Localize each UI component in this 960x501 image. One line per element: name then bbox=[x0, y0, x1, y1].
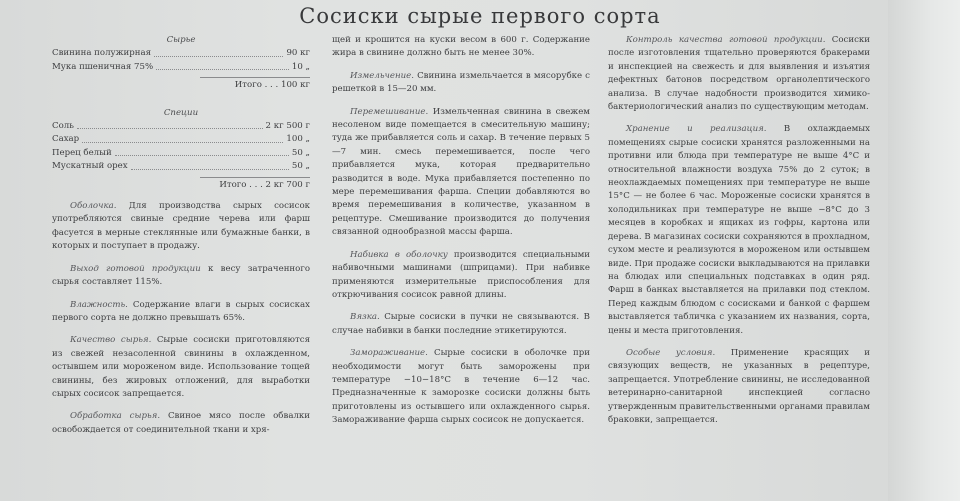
paragraph bbox=[332, 106, 590, 240]
paragraph-text: Применение красящих и связующих веществ, не указанных в рецептуре, запрещается. Употребление свинины, не исследованной ветеринарно-санитарной инспекцией согласно утвержденным правительственными органами правилам браковки, запрещается. bbox=[608, 347, 870, 425]
spices-list bbox=[52, 120, 310, 174]
paragraph-text: Измельченная свинина в свежем несоленом виде помещается в смесительную машину; туда же прибавляется соль и сахар. В течение первых 5—7 мин. смесь перемешивается, после чего прибавляется мука, которая предварительно разводится в воде. Мука прибавляется постепенно по мере перемешивания фарша. Специи добавляются во время перемешивания в количестве, указанном в рецептуре. Смешивание производится до получения связанной однообразной массы фарша. bbox=[332, 106, 590, 238]
ingredient-name: Мускатный орех bbox=[52, 161, 128, 172]
raw-total: Итого . . . 100 кг bbox=[234, 80, 310, 91]
paragraph-text: Сосиски после изготовления тщательно проверяются бракерами и инспекцией на свежесть и для выявления и изъятия дефектных батонов посредством органолептического анализа. В случае надобности производится химико-бактериологический анализ по существующим методам. bbox=[608, 35, 870, 113]
paragraph bbox=[332, 249, 590, 303]
paragraph-lead: Вязка. bbox=[350, 312, 380, 323]
paragraph bbox=[332, 34, 590, 61]
paragraph-lead: Качество сырья. bbox=[70, 335, 152, 346]
ingredient-row bbox=[52, 120, 310, 133]
ingredient-row bbox=[52, 61, 310, 74]
leader-dots bbox=[115, 147, 289, 156]
column-1 bbox=[52, 34, 310, 446]
paragraph bbox=[52, 299, 310, 326]
paragraph-lead: Хранение и реализация. bbox=[626, 124, 767, 135]
paragraph-lead: Замораживание. bbox=[350, 348, 428, 359]
total-divider bbox=[200, 177, 310, 178]
paragraph-text: Свинина измельчается в мясорубке с решеткой в 15—20 мм. bbox=[332, 70, 590, 95]
column-2-text bbox=[332, 34, 590, 428]
leader-dots bbox=[154, 47, 283, 56]
leader-dots bbox=[82, 133, 283, 142]
spices-heading: Специи bbox=[163, 107, 199, 118]
ingredient-row bbox=[52, 133, 310, 146]
ingredient-name: Мука пшеничная 75% bbox=[52, 61, 154, 72]
paragraph-lead: Особые условия. bbox=[626, 347, 716, 358]
column-1-text bbox=[52, 200, 310, 437]
paragraph-text: Сырые сосиски приготовляются из свежей незасоленной свинины в охлажденном, остывшем или мороженом виде. Использование тощей свинины, без жировых отложений, для выработки сырых сосисок запрещается. bbox=[52, 335, 310, 399]
paragraph-text: Содержание влаги в сырых сосисках первого сорта не должно превышать 65%. bbox=[52, 299, 310, 323]
ingredient-amount: 2 кг 500 г bbox=[265, 121, 310, 132]
paragraph-lead: Перемешивание. bbox=[350, 106, 429, 117]
ingredient-amount: 10 „ bbox=[291, 61, 310, 72]
ingredient-name: Соль bbox=[52, 121, 74, 132]
paragraph-lead: Контроль качества готовой продукции. bbox=[626, 35, 826, 45]
ingredient-amount: 50 „ bbox=[291, 161, 310, 172]
paragraph bbox=[332, 70, 590, 97]
paragraph bbox=[608, 123, 870, 338]
page-title: Сосиски сырые первого сорта bbox=[299, 4, 661, 28]
column-3 bbox=[608, 34, 870, 436]
ingredient-name: Сахар bbox=[52, 134, 80, 145]
paragraph-text: Свиное мясо после обвалки освобождается от соединительной ткани и хря- bbox=[52, 411, 311, 435]
paragraph bbox=[608, 34, 870, 114]
paragraph bbox=[52, 200, 310, 254]
ingredient-amount: 100 „ bbox=[286, 134, 310, 145]
paragraph bbox=[52, 263, 310, 290]
ingredient-row bbox=[52, 160, 310, 173]
ingredient-name: Свинина полужирная bbox=[52, 48, 152, 59]
raw-materials-list bbox=[52, 47, 310, 74]
ingredient-amount: 90 кг bbox=[286, 48, 310, 59]
paragraph-lead: Выход готовой продукции bbox=[70, 263, 201, 274]
paragraph-lead: Оболочка. bbox=[70, 201, 117, 212]
paragraph-text: производится специальными набивочными машинами (шприцами). При набивке применяются измерительные приспособления для открючивания сосисок равной длины. bbox=[332, 249, 590, 300]
paragraph-text: Сырые сосиски в пучки не связываются. В случае набивки в банки последние этикетируются. bbox=[332, 312, 590, 336]
paragraph-lead: Влажность. bbox=[70, 299, 128, 310]
page-edge bbox=[888, 0, 960, 501]
column-2 bbox=[332, 34, 590, 437]
paragraph bbox=[332, 311, 590, 338]
paragraph-text: Для производства сырых сосисок употребляются свиные средние черева или фарш фасуется в мерные стеклянные или бумажные банки, в которых и поступает в продажу. bbox=[52, 201, 310, 252]
ingredient-name: Перец белый bbox=[52, 147, 112, 158]
spices-total: Итого . . . 2 кг 700 г bbox=[219, 179, 310, 190]
paragraph bbox=[52, 410, 310, 437]
paragraph-text: щей и крошится на куски весом в 600 г. Содержание жира в свинине должно быть не менее 30%. bbox=[332, 35, 590, 59]
ingredient-row bbox=[52, 47, 310, 60]
raw-materials-heading: Сырье bbox=[166, 35, 196, 45]
leader-dots bbox=[156, 61, 289, 70]
paragraph bbox=[608, 347, 870, 427]
paragraph-text: к весу затраченного сырья составляет 115%. bbox=[52, 263, 310, 288]
paragraph-lead: Набивка в оболочку bbox=[350, 249, 448, 260]
ingredient-row bbox=[52, 147, 310, 160]
leader-dots bbox=[77, 120, 263, 129]
ingredient-amount: 50 „ bbox=[291, 147, 310, 158]
total-divider bbox=[200, 77, 310, 78]
paragraph-lead: Обработка сырья. bbox=[70, 411, 161, 422]
paragraph bbox=[332, 347, 590, 427]
paragraph-lead: Измельчение. bbox=[350, 70, 414, 81]
column-3-text bbox=[608, 34, 870, 427]
paragraph-text: Сырые сосиски в оболочке при необходимости могут быть заморожены при температуре −10−18°С в течение 6—12 час. Предназначенные к заморозке сосиски должны быть приготовлены из остывшего или охлажденного сырья. Замораживание фарша сырых сосисок не допускается. bbox=[332, 348, 590, 426]
leader-dots bbox=[131, 160, 289, 169]
paragraph-text: В охлаждаемых помещениях сырые сосиски хранятся разложенными на противни или блюда при температуре не выше 4°С и относительной влажности воздуха 75% до 2 суток; в неохлаждаемых помещениях при температуре не выше 15°С — не более 6 час. Мороженые сосиски хранятся в холодильниках при температуре не выше −8°С до 3 месяцев в коробках и ящиках из гофры, картона или дерева. В магазинах сосиски сохраняются в прохладном, сухом месте и реализуются в мороженом или остывшем виде. При продаже сосиски выкладываются на прилавки на блюдах или специальных подставках в один ряд. Фарш в банках выставляется на прилавки под стеклом. Перед каждым блюдом с сосисками и банкой с фаршем выставляется табличка с указанием их названия, сорта, цены и места приготовления. bbox=[608, 124, 870, 336]
paragraph bbox=[52, 334, 310, 401]
